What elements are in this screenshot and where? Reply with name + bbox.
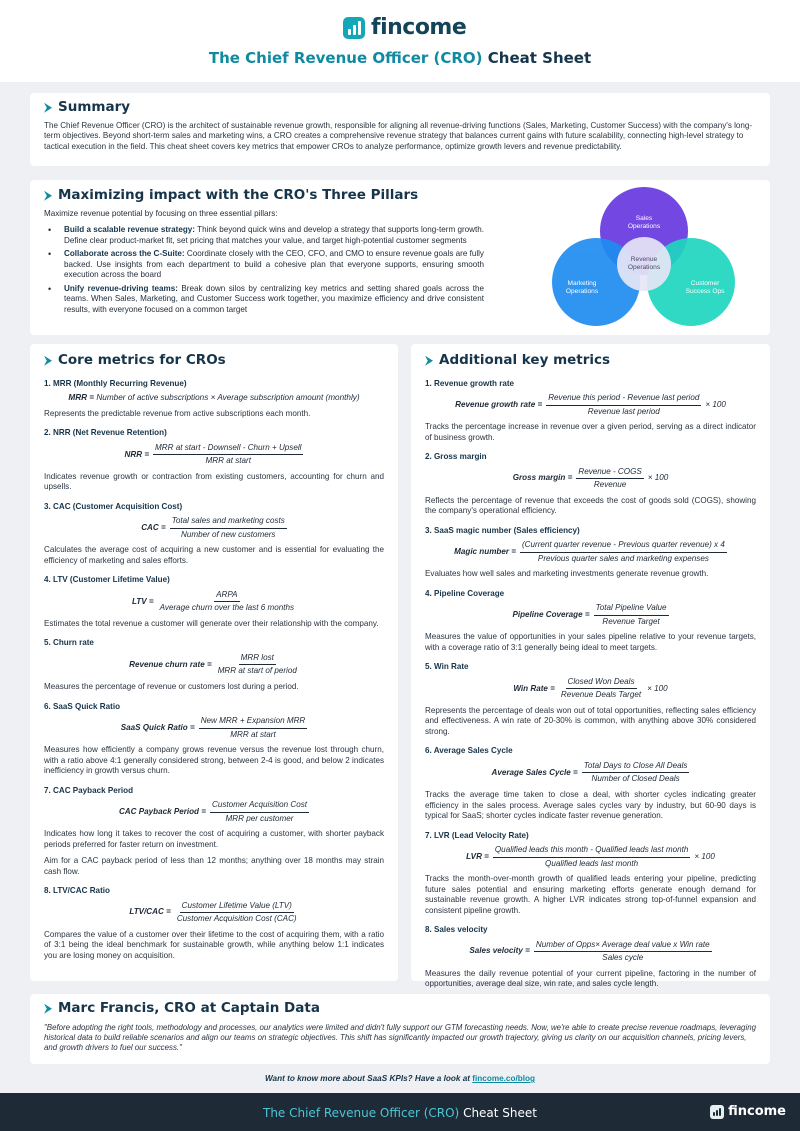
- formula: Revenue churn rate = $\frac{\text{MRR lost}}{\text{MRR at start of period}}$: [129, 652, 297, 676]
- chevron-right-icon: [44, 103, 52, 113]
- metric-lvr: 7. LVR (Lead Velocity Rate) LVR = $\frac{\text{Qualified leads this month - Qualified leads last month}}{\text{Qualified leads last month}}$ × 100 Tracks the month-over-month growth of qualified leads entering your pipeline, predicting future sales potential and ensuring marketing efforts generate enough demand for sustainable revenue growth. A higher LVR indicates strong top-of-funnel expansion and consistent pipeline growth.: [425, 830, 756, 915]
- list-item: • Unify revenue-driving teams: Break down silos by centralizing key metrics and setting shared goals across the teams. When Sales, Marketing, and Customer Success work together, you maximize efficiency and drive consistent results, with everyone focused on a common target: [44, 284, 484, 316]
- footer-title: The Chief Revenue Officer (CRO) Cheat Sheet: [262, 1106, 537, 1120]
- list-item: • Collaborate across the C-Suite: Coordinate closely with the CEO, CFO, and CMO to ensure revenue goals are fully backed. Use insights from each department to build a cohesive plan that everyone supports, ensuring smooth execution across the board: [44, 249, 484, 281]
- formula: Pipeline Coverage = $\frac{\text{Total Pipeline Value}}{\text{Revenue Target}}$: [512, 603, 667, 626]
- summary-heading: Summary: [44, 99, 756, 117]
- pillars-card: [30, 180, 770, 335]
- formula: Average Sales Cycle = $\frac{\text{Total Days to Close All Deals}}{\text{Number of Closed Deals}}$: [491, 760, 688, 784]
- pillars-list: [44, 225, 484, 315]
- chevron-right-icon: [44, 191, 52, 201]
- bar-chart-icon: [710, 1105, 724, 1119]
- metric-win-rate: 5. Win Rate Win Rate = $\frac{\text{Closed Won Deals}}{\text{Revenue Deals Target}}$ × 100 Represents the percentage of deals won out of total opportunities, reflecting sales efficiency and effectiveness. A win rate of 20-30% is common, with anything above 30% considered strong.: [425, 662, 756, 736]
- summary-card: [30, 93, 770, 166]
- formula: LTV/CAC = $\frac{\text{Customer Lifetime Value (LTV)}}{\text{Customer Acquisition Cost (CAC)}}$: [129, 900, 297, 924]
- formula: Sales velocity = $\frac{\text{Number of Opps× Average deal value x Win rate}}{\text{Sales cycle}}$: [469, 939, 710, 963]
- formula: Magic number = $\frac{\text{(Current quarter revenue - Previous quarter revenue) x 4}}{\text{Previous quarter sales and marketing expenses}}$: [454, 540, 725, 563]
- metric-revenue-growth: 1. Revenue growth rate Revenue growth rate = $\frac{\text{Revenue this period - Revenue last period}}{\text{Revenue last period}}$ × 100 Tracks the percentage increase in revenue over a given period, serving as a direct indicator of business growth.: [425, 378, 756, 442]
- blog-link[interactable]: fincome.co/blog: [472, 1074, 536, 1083]
- formula: NRR = $\frac{\text{MRR at start - Downsell - Churn + Upsell}}{\text{MRR at start}}$: [124, 442, 302, 466]
- brand-logo[interactable]: [343, 14, 466, 43]
- call-to-action: Want to know more about SaaS KPIs? Have a look at fincome.co/blog: [264, 1074, 536, 1083]
- metric-gross-margin: 2. Gross margin Gross margin = $\frac{\text{Revenue - COGS}}{\text{Revenue}}$ × 100 Reflects the percentage of revenue that exceeds the cost of goods sold (COGS), showing the company's operational efficiency.: [425, 452, 756, 516]
- formula: LTV = $\frac{\text{ARPA}}{\text{Average churn over the last 6 months}}$: [131, 589, 295, 613]
- formula: Win Rate = $\frac{\text{Closed Won Deals}}{\text{Revenue Deals Target}}$ × 100: [513, 676, 668, 700]
- venn-customer-success: Customer Success Ops: [647, 238, 735, 326]
- metric-cac: 3. CAC (Customer Acquisition Cost) CAC = $\frac{\text{Total sales and marketing costs}}{\text{Number of new customers}}$ Calculates the average cost of acquiring a new customer and is essential for evaluating the efficiency of marketing and sales efforts.: [44, 501, 384, 565]
- chevron-right-icon: [425, 356, 433, 366]
- metric-magic-number: 3. SaaS magic number (Sales efficiency) Magic number = $\frac{\text{(Current quarter revenue - Previous quarter revenue) x 4}}{\text{Previous quarter sales and marketing expenses}}$ Evaluates how well sales and marketing investments generate revenue growth.: [425, 526, 756, 580]
- formula: SaaS Quick Ratio = $\frac{\text{New MRR + Expansion MRR}}{\text{MRR at start}}$: [120, 716, 306, 739]
- metric-ltv-cac: 8. LTV/CAC Ratio LTV/CAC = $\frac{\text{Customer Lifetime Value (LTV)}}{\text{Customer Acquisition Cost (CAC)}}$ Compares the value of a customer over their lifetime to the cost of acquiring them, with a ratio of 3:1 being the ideal benchmark for sustainable growth, while anything below 1:1 indicates you are losing money on acquisition.: [44, 886, 384, 960]
- chevron-right-icon: [44, 1004, 52, 1014]
- page-header: [0, 0, 800, 82]
- page-title: The Chief Revenue Officer (CRO) Cheat Sheet: [208, 49, 592, 67]
- bar-chart-icon: [343, 17, 365, 39]
- formula: LVR = $\frac{\text{Qualified leads this month - Qualified leads last month}}{\text{Qualified leads last month}}$ × 100: [466, 845, 715, 868]
- additional-metrics-heading: Additional key metrics: [425, 352, 756, 370]
- formula: CAC Payback Period = $\frac{\text{Customer Acquisition Cost}}{\text{MRR per customer}}$: [118, 800, 308, 823]
- page-footer: [0, 1093, 800, 1131]
- metric-cac-payback: 7. CAC Payback Period CAC Payback Period = $\frac{\text{Customer Acquisition Cost}}{\text{MRR per customer}}$ Indicates how long it takes to recover the cost of acquiring a customer, with shorter payback periods preferred for faster return on investment. Aim for a CAC payback period of less than 12 months; anything over 18 months may strain cash flow.: [44, 785, 384, 876]
- summary-text: The Chief Revenue Officer (CRO) is the architect of sustainable revenue growth, responsible for aligning all revenue-driving functions (Sales, Marketing, Customer Success) with the company's long-term objectives. Beyond short-term sales and marketing wins, a CRO creates a comprehensive revenue strategy that balances current gains with future scalability, connecting high-level strategy to tactical execution in the field. This cheat sheet covers key metrics that empower CROs to analyze performance, optimize growth levers and revenue predictability.: [44, 120, 753, 151]
- testimonial-text: "Before adopting the right tools, methodology and processes, our analytics were limited and didn't fully support our GTM forecasting needs. Now, we're able to create precise revenue roadmaps, leveraging historical data to build reliable scenarios and align our teams on strategic objectives. This shift has significantly impacted our growth trajectory, giving us clarity on our acquisition channels, pricing levers, and growth drivers to fuel our success.": [44, 1022, 756, 1053]
- venn-diagram: [550, 185, 770, 335]
- venn-revenue-operations: Revenue Operations: [617, 237, 671, 291]
- footer-brand-logo[interactable]: fincome: [710, 1104, 786, 1121]
- brand-name: fincome: [371, 15, 467, 40]
- chevron-right-icon: [44, 356, 52, 366]
- pillars-intro: Maximize revenue potential by focusing on three essential pillars:: [44, 208, 278, 218]
- metric-quick-ratio: 6. SaaS Quick Ratio SaaS Quick Ratio = $\frac{\text{New MRR + Expansion MRR}}{\text{MRR at start}}$ Measures how efficiently a company grows revenue versus the revenue lost through churn, with a ratio above 4:1 generally considered strong, between 2-4 is good, and below 2 indicates inefficiency in growth versus churn.: [44, 701, 384, 776]
- metric-nrr: 2. NRR (Net Revenue Retention) NRR = $\frac{\text{MRR at start - Downsell - Churn + Upsell}}{\text{MRR at start}}$ Indicates revenue growth or contraction from existing customers, accounting for churn and upsells.: [44, 428, 384, 492]
- formula: MRR = Number of active subscriptions × Average subscription amount (monthly): [68, 393, 360, 403]
- core-metrics-heading: Core metrics for CROs: [44, 352, 384, 370]
- list-item: • Build a scalable revenue strategy: Think beyond quick wins and develop a strategy that supports long-term growth. Define clear product-market fit, set pricing that matches your value, and target high-potential customer segments: [44, 225, 484, 246]
- metric-churn-rate: 5. Churn rate Revenue churn rate = $\frac{\text{MRR lost}}{\text{MRR at start of period}}$ Measures the percentage of revenue or customers lost during a period.: [44, 638, 384, 692]
- metric-sales-cycle: 6. Average Sales Cycle Average Sales Cycle = $\frac{\text{Total Days to Close All Deals}}{\text{Number of Closed Deals}}$ Tracks the average time taken to close a deal, with shorter cycles indicating greater efficiency in the sales process. Average sales cycles vary by industry, but 60-90 days is typical for SaaS; shorter cycles indicate faster revenue generation.: [425, 746, 756, 821]
- testimonial-card: [30, 994, 770, 1064]
- metric-mrr: 1. MRR (Monthly Recurring Revenue) MRR = Number of active subscriptions × Average subscription amount (monthly) Represents the predictable revenue from active subscriptions each month.: [44, 379, 384, 420]
- formula: Revenue growth rate = $\frac{\text{Revenue this period - Revenue last period}}{\text{Revenue last period}}$ × 100: [455, 393, 726, 416]
- additional-metrics-card: [411, 344, 770, 989]
- venn-marketing-operations: Marketing Operations: [552, 238, 640, 326]
- metric-sales-velocity: 8. Sales velocity Sales velocity = $\frac{\text{Number of Opps× Average deal value x Win rate}}{\text{Sales cycle}}$ Measures the daily revenue potential of your current pipeline, factoring in the number of opportunities, average deal size, win rate, and sales cycle length.: [425, 925, 756, 989]
- venn-sales-operations: Sales Operations: [600, 187, 688, 275]
- pillars-heading: Maximizing impact with the CRO's Three Pillars: [44, 187, 756, 205]
- core-metrics-card: [30, 344, 398, 981]
- metric-pipeline-coverage: 4. Pipeline Coverage Pipeline Coverage = $\frac{\text{Total Pipeline Value}}{\text{Revenue Target}}$ Measures the value of opportunities in your sales pipeline relative to your revenue targets, with a coverage ratio of 3:1 generally being ideal to meet targets.: [425, 588, 756, 652]
- metric-ltv: 4. LTV (Customer Lifetime Value) LTV = $\frac{\text{ARPA}}{\text{Average churn over the last 6 months}}$ Estimates the total revenue a customer will generate over their relationship with the company.: [44, 575, 384, 629]
- formula: Gross margin = $\frac{\text{Revenue - COGS}}{\text{Revenue}}$ × 100: [512, 466, 669, 490]
- formula: CAC = $\frac{\text{Total sales and marketing costs}}{\text{Number of new customers}}$: [141, 516, 285, 539]
- testimonial-heading: Marc Francis, CRO at Captain Data: [44, 1000, 756, 1018]
